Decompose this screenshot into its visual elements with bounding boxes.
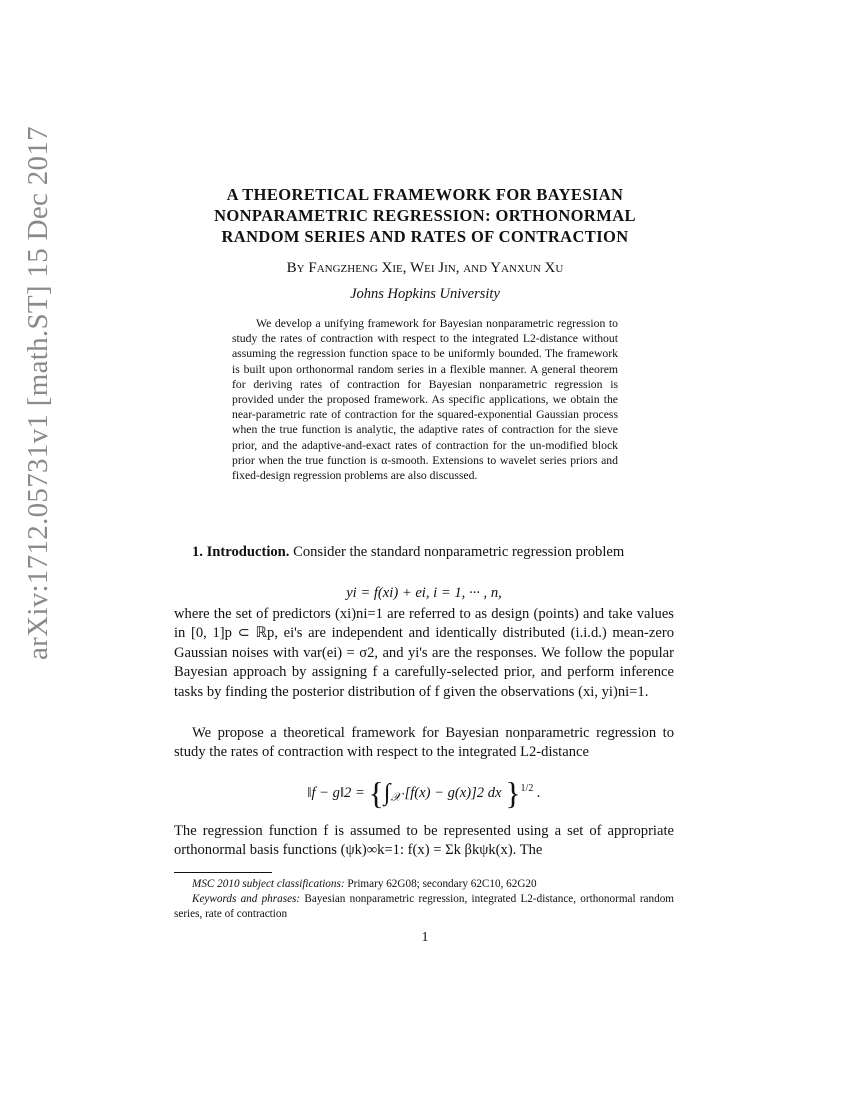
eq2-power: 1/2 (520, 782, 534, 794)
section-heading: 1. Introduction. (192, 544, 290, 560)
eq2-lhs: ‖f − g‖2 = (307, 784, 365, 801)
keywords-label: Keywords and phrases: (192, 893, 301, 905)
intro-paragraph-1 (174, 543, 674, 562)
footnote-rule (174, 872, 272, 873)
abstract: We develop a unifying framework for Bayesian nonparametric regression to study the rates of contraction with respect to the integrated L2-distance without assuming the regression function space to be uniformly bounded. The framework is built upon orthonormal random series in a flexible manner. A general theorem for deriving rates of contraction for Bayesian nonparametric regression is provided under the proposed framework. As specific applications, we obtain the near-parametric rate of contraction for the squared-exponential Gaussian process when the true function is analytic, the adaptive rates of contraction for the sieve prior, and the adaptive-and-exact rates of contraction for the un-modified block prior when the true function is α-smooth. Extensions to wavelet series priors and fixed-design regression problems are also discussed. (232, 317, 618, 483)
arxiv-side-stamp: arXiv:1712.05731v1 [math.ST] 15 Dec 2017 (22, 126, 54, 660)
intro-paragraph-2: where the set of predictors (xi)ni=1 are referred to as design (points) and take values in [0, 1]p ⊂ ℝp, ei's are independent and identically distributed (i.i.d.) mean-zero Gaussian noises with var(ei) = σ2, and yi's are the responses. We follow the popular Bayesian approach by assigning f a carefully-selected prior, and perform inference tasks by finding the posterior distribution of f given the observations (xi, yi)ni=1. (174, 606, 674, 700)
intro-paragraph-4: The regression function f is assumed to be represented using a set of appropriate orthonormal basis functions (ψk)∞k=1: f(x) = Σk βkψk(x). The (174, 823, 674, 859)
intro-paragraph-3: We propose a theoretical framework for Bayesian nonparametric regression to study the rates of contraction with respect to the integrated L2-distance (174, 725, 674, 761)
paper-affiliation: Johns Hopkins University (350, 286, 500, 302)
intro-text-1: Consider the standard nonparametric regression problem (293, 544, 625, 560)
keywords-text: Bayesian nonparametric regression, integrated L2-distance, orthonormal random series, rate of contraction (174, 893, 675, 920)
footnotes (174, 877, 674, 922)
equation-regression-model: yi = f(xi) + ei, i = 1, ··· , n, (346, 585, 502, 601)
msc-label: MSC 2010 subject classifications: (192, 878, 345, 890)
eq2-domain: 𝒳 (390, 789, 401, 804)
page-number: 1 (421, 930, 429, 945)
equation-l2-distance: ‖f − g‖2 = {$\int_𝒳$ [f(x) − g(x)]2 dx }$^{1/2}$ . (307, 775, 541, 811)
eq2-body: [f(x) − g(x)]2 dx (404, 784, 502, 801)
paper-authors: By Fangzheng Xie, Wei Jin, and Yanxun Xu (286, 260, 564, 276)
paper-title: A THEORETICAL FRAMEWORK FOR BAYESIAN NONPARAMETRIC REGRESSION: ORTHONORMAL RANDOM SERIES AND RATES OF CONTRACTION (214, 185, 636, 246)
footnote-keywords (174, 892, 674, 922)
msc-text: Primary 62G08; secondary 62C10, 62G20 (347, 878, 537, 890)
footnote-msc (174, 877, 674, 892)
